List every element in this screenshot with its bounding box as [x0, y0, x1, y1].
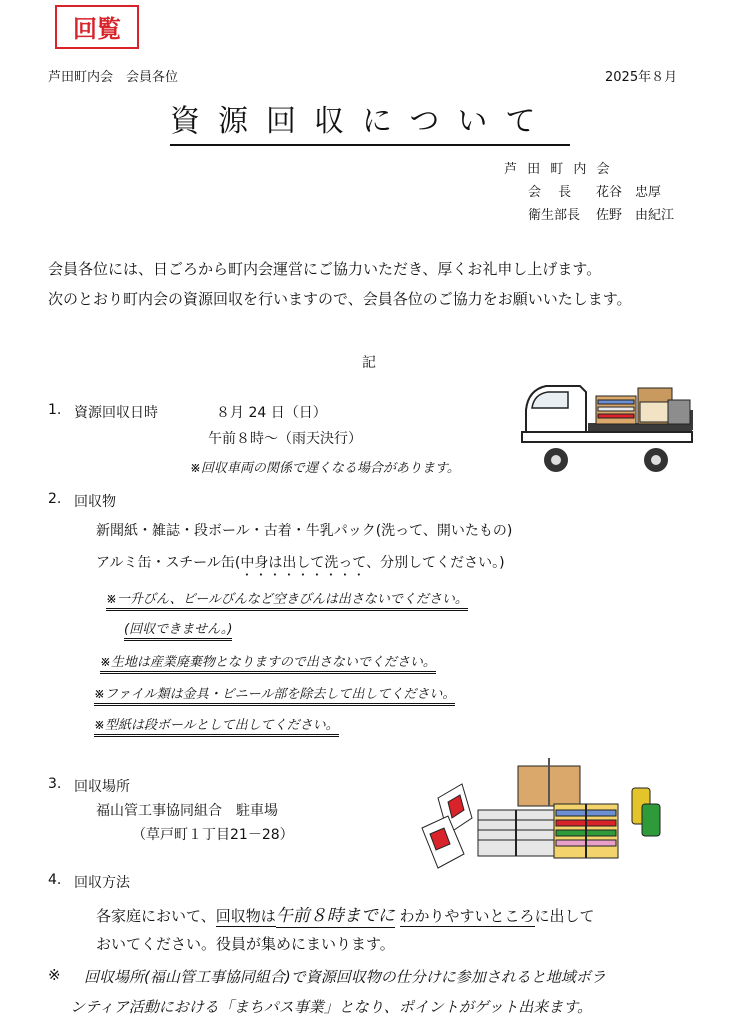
sender-role-sanitation: 衛生部長: [528, 208, 581, 223]
intro-line-2: 次のとおり町内会の資源回収を行いますので、会員各位のご協力をお願いいたします。: [48, 290, 632, 308]
method-text-e: に出して: [534, 907, 595, 925]
footer-line-2: ンティア活動における「まちパス事業」となり、ポイントがゲット出来ます。: [70, 998, 593, 1016]
note-fabric: ※生地は産業廃棄物となりますので出さないでください。: [100, 655, 436, 674]
section3-number: 3.: [48, 776, 62, 792]
footer-line-1: 回収場所(福山管工事協同組合)で資源回収物の仕分けに参加されると地域ボラ: [84, 968, 606, 986]
sender-org: 芦 田 町 内 会: [504, 162, 613, 177]
section2-number: 2.: [48, 491, 62, 507]
section1-time: 午前８時～（雨天決行）: [208, 431, 362, 447]
cans-text-emphasis: 中身は出して洗って: [240, 555, 367, 571]
circulation-stamp: 回覧: [55, 5, 139, 49]
section1-date: ８月 24 日（日）: [216, 405, 327, 421]
method-line-2: おいてください。役員が集めにまいります。: [96, 935, 395, 953]
page-title: 資源回収について: [170, 96, 570, 146]
issue-date: 2025年８月: [605, 70, 678, 85]
intro-line-1: 会員各位には、日ごろから町内会運営にご協力いただき、厚くお礼申し上げます。: [48, 260, 602, 278]
ki-heading: 記: [362, 355, 376, 371]
section2-label: 回収物: [74, 494, 116, 510]
recyclable-item-cans: [96, 552, 505, 579]
note-not-collected: (回収できません。): [124, 622, 232, 641]
sender-role-chair: 会 長: [528, 185, 572, 200]
cans-text-a: アルミ缶・スチール缶(: [96, 555, 241, 571]
method-text-b: 回収物は: [215, 907, 276, 925]
section1-number: 1.: [48, 402, 62, 418]
collection-address: （草戸町１丁目21－28）: [132, 827, 294, 843]
section1-note: ※回収車両の関係で遅くなる場合があります。: [190, 461, 460, 476]
section4-label: 回収方法: [74, 875, 130, 891]
recipient-line: 芦田町内会 会員各位: [48, 70, 179, 85]
section4-number: 4.: [48, 872, 62, 888]
method-text-a: 各家庭において、: [96, 907, 216, 925]
sender-name-chair: 花谷 忠厚: [596, 185, 662, 200]
collection-place: 福山管工事協同組合 駐車場: [96, 803, 278, 819]
note-pattern-paper: ※型紙は段ボールとして出してください。: [94, 718, 339, 737]
cans-text-c: 、分別してください。): [366, 555, 505, 571]
method-deadline: 午前８時までに: [275, 906, 395, 926]
note-files: ※ファイル類は金具・ビニール部を除去して出してください。: [94, 687, 455, 706]
recyclables-illustration: [418, 758, 668, 873]
recyclable-item-paper: 新聞紙・雑誌・段ボール・古着・牛乳パック(洗って、開いたもの): [96, 523, 513, 539]
section3-label: 回収場所: [74, 779, 130, 795]
truck-illustration: [518, 380, 698, 475]
note-no-bottles: ※一升びん、ビールびんなど空きびんは出さないでください。: [106, 592, 468, 611]
method-line-1: [96, 901, 595, 926]
method-text-d: わかりやすいところ: [399, 907, 535, 925]
footer-mark: ※: [48, 966, 61, 984]
section1-label: 資源回収日時: [74, 405, 158, 421]
sender-name-sanitation: 佐野 由紀江: [596, 208, 675, 223]
